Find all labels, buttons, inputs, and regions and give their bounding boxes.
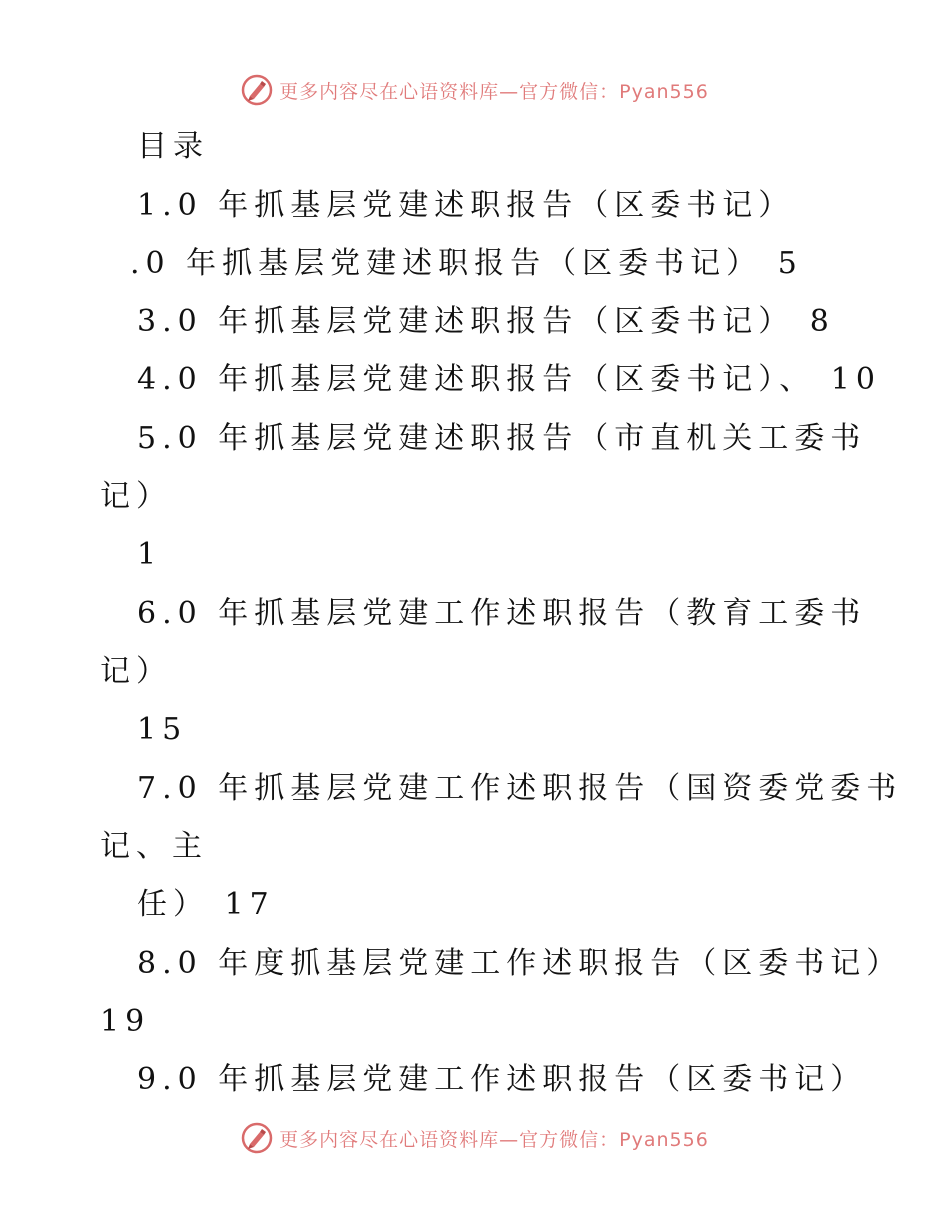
- header-watermark: [0, 70, 950, 110]
- toc-page-number: 1: [137, 537, 163, 572]
- toc-entry: 5.0 年抓基层党建述职报告（市直机关工委书: [137, 421, 867, 456]
- toc-entry: .0 年抓基层党建述职报告（区委书记） 5: [130, 246, 803, 281]
- pen-seal-icon: [241, 74, 273, 106]
- watermark-text: 更多内容尽在心语资料库—官方微信：Pyan556: [279, 1128, 709, 1151]
- watermark-text: 更多内容尽在心语资料库—官方微信：Pyan556: [279, 80, 709, 103]
- toc-entry: 1.0 年抓基层党建述职报告（区委书记）: [137, 188, 795, 223]
- toc-entry: 8.0 年度抓基层党建工作述职报告（区委书记）: [137, 946, 903, 981]
- toc-entry: 6.0 年抓基层党建工作述职报告（教育工委书: [137, 596, 867, 631]
- toc-heading: 目录: [137, 129, 209, 164]
- toc-entry-continuation: 记）: [100, 479, 172, 514]
- toc-entry: 7.0 年抓基层党建工作述职报告（国资委党委书: [137, 771, 903, 806]
- toc-entry: 3.0 年抓基层党建述职报告（区委书记） 8: [137, 304, 835, 339]
- toc-entry: 4.0 年抓基层党建述职报告（区委书记）、 10: [137, 362, 881, 397]
- pen-seal-icon: [241, 1122, 273, 1154]
- toc-entry: 9.0 年抓基层党建工作述职报告（区委书记）: [137, 1062, 867, 1097]
- toc-page-number: 15: [137, 712, 188, 747]
- toc-page-number: 19: [100, 1004, 151, 1039]
- toc-entry-continuation: 记）: [100, 654, 172, 689]
- toc-entry-continuation: 任） 17: [137, 887, 275, 922]
- toc-entry-continuation: 记、主: [100, 829, 208, 864]
- footer-watermark: [0, 1118, 950, 1158]
